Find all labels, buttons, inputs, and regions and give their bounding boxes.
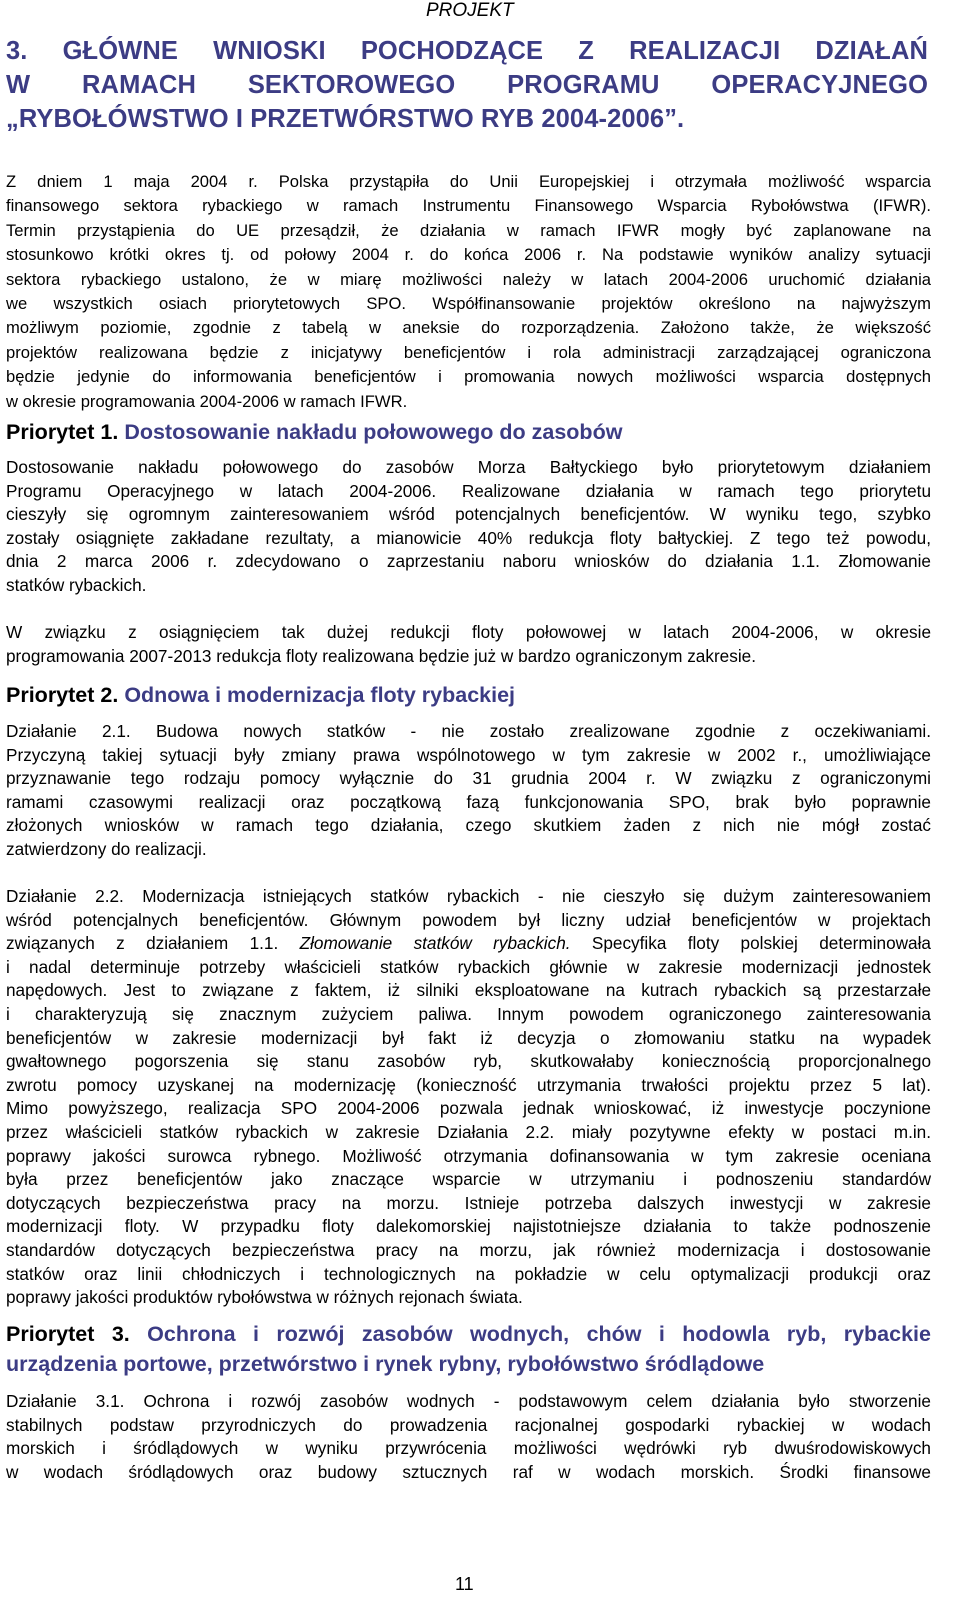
text-line: W związku z osiągnięciem tak dużej redukcji floty połowowej w latach 2004-2006, w okresie bbox=[6, 622, 931, 642]
title-line: „RYBOŁÓWSTWO I PRZETWÓRSTWO RYB 2004-2006”. bbox=[6, 105, 685, 133]
priority3-paragraph-1 bbox=[6, 1390, 931, 1484]
text-line: we wszystkich osiach priorytetowych SPO. Współfinansowanie projektów określono na najwyższym bbox=[6, 294, 931, 314]
text-line: była przez beneficjentów jako znaczące wsparcie w utrzymaniu i podnoszeniu standardów bbox=[6, 1169, 931, 1190]
title-line: W RAMACH SEKTOROWEGO PROGRAMU OPERACYJNEGO bbox=[6, 71, 928, 99]
text-line: wśród potencjalnych beneficjentów. Głównym powodem był liczny udział beneficjentów w projektach bbox=[6, 909, 931, 930]
text-line: dnia 2 marca 2006 r. zdecydowano o zaprzestaniu naboru wniosków do działania 1.1. Złomowanie bbox=[6, 551, 931, 572]
text-line: finansowego sektora rybackiego w ramach Instrumentu Finansowego Wsparcia Rybołówstwa (IFWR). bbox=[6, 196, 931, 216]
priority1-heading bbox=[6, 417, 931, 447]
priority1-title: Dostosowanie nakładu połowowego do zasobów bbox=[124, 420, 623, 444]
text-line: napędowych. Jest to związane z faktem, iż silniki eksploatowane na kutrach rybackich są przestarzałe bbox=[6, 980, 931, 1001]
text-line: przez właścicieli statków rybackich w zakresie Działania 2.2. miały pozytywne efekty w postaci m.in. bbox=[6, 1121, 931, 1142]
text-line: będzie jedynie do informowania beneficjentów i promowania nowych możliwości wsparcia dostępnych bbox=[6, 367, 931, 387]
text-line: modernizacji floty. W przypadku floty dalekomorskiej najistotniejsze działania to także podnoszenie bbox=[6, 1216, 931, 1237]
text-line: Programu Operacyjnego w latach 2004-2006. Realizowane działania w ramach tego priorytetu bbox=[6, 480, 931, 501]
text-line: Działanie 2.1. Budowa nowych statków - nie zostało zrealizowane zgodnie z oczekiwaniami. bbox=[6, 721, 931, 741]
text-line: beneficjentów w zakresie modernizacji był fakt iż decyzja o złomowaniu statku na wypadek bbox=[6, 1027, 931, 1048]
text-line: Przyczyną takiej sytuacji były zmiany prawa wspólnotowego w tym zakresie w 2002 r., umożliwiające bbox=[6, 744, 931, 765]
text-line: zatwierdzony do realizacji. bbox=[6, 838, 207, 859]
priority3-heading bbox=[6, 1319, 931, 1379]
text-run: Specyfika floty polskiej determinowała bbox=[570, 933, 931, 954]
text-line-mixed bbox=[6, 932, 931, 956]
text-line: Mimo powyższego, realizacja SPO 2004-2006 pozwala jednak wnioskować, iż inwestycje poczynione bbox=[6, 1098, 931, 1119]
main-title bbox=[6, 34, 928, 136]
text-line: w wodach śródlądowych oraz budowy sztucznych raf w wodach morskich. Środki finansowe bbox=[6, 1461, 931, 1482]
text-line: programowania 2007-2013 redukcja floty realizowana będzie już w bardzo ograniczonym zakresie. bbox=[6, 645, 756, 666]
priority2-paragraph-1 bbox=[6, 720, 931, 862]
priority3-prefix: Priorytet 3. bbox=[6, 1322, 130, 1346]
priority3-title-part1: Ochrona i rozwój zasobów wodnych, chów i hodowla ryb, rybackie bbox=[147, 1322, 931, 1346]
page-number: 11 bbox=[455, 1574, 474, 1594]
italic-action-title: Złomowanie statków rybackich. bbox=[299, 933, 571, 954]
text-line: stosunkowo krótki okres tj. od połowy 2004 r. do końca 2006 r. Na podstawie wyników analizy sytuacji bbox=[6, 245, 931, 265]
text-line: w okresie programowania 2004-2006 w ramach IFWR. bbox=[6, 391, 408, 411]
text-line: Termin przystąpienia do UE przesądził, że działania w ramach IFWR mogły być zaplanowane na bbox=[6, 220, 931, 240]
priority2-heading bbox=[6, 680, 931, 710]
text-line: Dostosowanie nakładu połowowego do zasobów Morza Bałtyckiego było priorytetowym działaniem bbox=[6, 457, 931, 477]
text-line: statków oraz linii chłodniczych i technologicznych na pokładzie w celu optymalizacji produkcji oraz bbox=[6, 1263, 931, 1284]
priority3-title-part2: urządzenia portowe, przetwórstwo i rynek rybny, rybołówstwo śródlądowe bbox=[6, 1352, 765, 1376]
text-line: sektora rybackiego ustalono, że w miarę możliwości należy w latach 2004-2006 uruchomić działania bbox=[6, 269, 931, 289]
text-line: zostały osiągnięte zakładane rezultaty, a mianowicie 40% redukcja floty bałtyckiej. Z tego też powodu, bbox=[6, 527, 931, 548]
priority2-prefix: Priorytet 2. bbox=[6, 683, 119, 707]
text-line: poprawy jakości produktów rybołówstwa w różnych rejonach świata. bbox=[6, 1287, 523, 1308]
priority1-prefix: Priorytet 1. bbox=[6, 420, 119, 444]
text-line: cieszyły się ogromnym zainteresowaniem wśród potencjalnych beneficjentów. W wyniku tego, szybko bbox=[6, 504, 931, 525]
text-line: stabilnych podstaw przyrodniczych do prowadzenia racjonalnej gospodarki rybackiej w wodach bbox=[6, 1414, 931, 1435]
priority1-paragraph-1 bbox=[6, 456, 931, 598]
priority2-paragraph-2 bbox=[6, 885, 931, 1310]
intro-paragraph bbox=[6, 170, 931, 414]
text-line: i charakteryzują się znacznym zużyciem paliwa. Innym powodem ograniczonego zainteresowania bbox=[6, 1003, 931, 1024]
text-line: Działanie 2.2. Modernizacja istniejących statków rybackich - nie cieszyło się dużym zainteresowaniem bbox=[6, 886, 931, 906]
text-line: i nadal determinuje potrzeby właścicieli statków rybackich głównie w zakresie modernizacji jednostek bbox=[6, 956, 931, 977]
priority1-paragraph-2 bbox=[6, 621, 931, 668]
text-line: Działanie 3.1. Ochrona i rozwój zasobów wodnych - podstawowym celem działania było stworzenie bbox=[6, 1391, 931, 1411]
text-line: dotyczących bezpieczeństwa pracy na morzu. Istnieje potrzeba dalszych inwestycji w zakresie bbox=[6, 1192, 931, 1213]
text-line: możliwym poziomie, zgodnie z tabelą w aneksie do rozporządzenia. Założono także, że większość bbox=[6, 318, 931, 338]
text-line: gwałtownego pogorszenia się stanu zasobów ryb, skutkowałaby koniecznością proporcjonalnego bbox=[6, 1051, 931, 1072]
text-line: przyznawanie tego rodzaju pomocy wyłącznie do 31 grudnia 2004 r. W związku z ograniczonymi bbox=[6, 768, 931, 789]
priority2-title: Odnowa i modernizacja floty rybackiej bbox=[124, 683, 516, 707]
text-line: statków rybackich. bbox=[6, 574, 147, 595]
text-line: złożonych wniosków w ramach tego działania, czego skutkiem żaden z nich nie mógł zostać bbox=[6, 815, 931, 836]
text-line: standardów dotyczących bezpieczeństwa pracy na morzu, jak również modernizacja i dostosowanie bbox=[6, 1239, 931, 1260]
project-label: PROJEKT bbox=[426, 0, 514, 21]
text-line: Z dniem 1 maja 2004 r. Polska przystąpiła do Unii Europejskiej i otrzymała możliwość wsparcia bbox=[6, 172, 931, 191]
text-line: ramami czasowymi realizacji oraz początkową fazą funkcjonowania SPO, brak było poprawnie bbox=[6, 791, 931, 812]
text-line: projektów realizowana będzie z inicjatywy beneficjentów i rola administracji zarządzającej ograniczona bbox=[6, 342, 931, 362]
title-line: 3. GŁÓWNE WNIOSKI POCHODZĄCE Z REALIZACJI DZIAŁAŃ bbox=[6, 37, 928, 65]
priority3-heading-line bbox=[6, 1319, 931, 1349]
text-line: poprawy jakości surowca rybnego. Możliwość otrzymania dofinansowania w tym zakresie oceniana bbox=[6, 1145, 931, 1166]
text-run: związanych z działaniem 1.1. bbox=[6, 933, 300, 954]
text-line: zwrotu pomocy uzyskanej na modernizację (konieczność utrzymania trwałości projektu przez 5 lat). bbox=[6, 1074, 931, 1095]
text-line: morskich i śródlądowych w wyniku przywrócenia możliwości wędrówki ryb dwuśrodowiskowych bbox=[6, 1438, 931, 1459]
